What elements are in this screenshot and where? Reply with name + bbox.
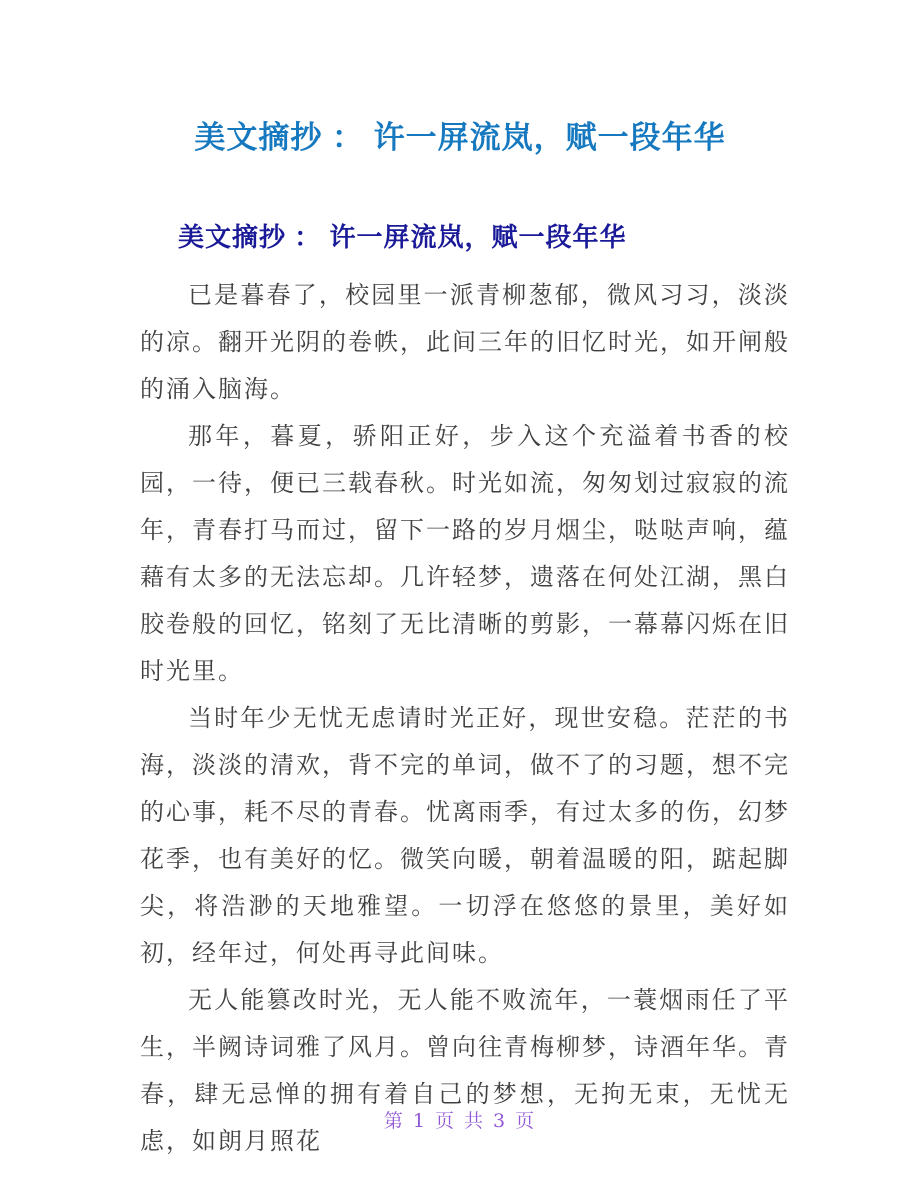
page-number-footer: 第 1 页 共 3 页 <box>383 1110 537 1132</box>
paragraph: 那年，暮夏，骄阳正好，步入这个充溢着书香的校园，一待，便已三载春秋。时光如流，匆匆划过寂寂的流年，青春打马而过，留下一路的岁月烟尘，哒哒声响，蕴藉有太多的无法忘却。几许轻梦，遗落在何处江湖，黑白胶卷般的回忆，铭刻了无比清晰的剪影，一幕幕闪烁在旧时光里。 <box>140 422 790 685</box>
paragraph: 已是暮春了，校园里一派青柳葱郁，微风习习，淡淡的凉。翻开光阴的卷帙，此间三年的旧忆时光，如开闸般的涌入脑海。 <box>140 281 790 403</box>
document-title: 美文摘抄 ： 许一屏流岚，赋一段年华 <box>194 120 726 155</box>
paragraph: 无人能篡改时光，无人能不败流年，一蓑烟雨任了平生，半阙诗词雅了风月。曾向往青梅柳梦，诗酒年华。青春，肆无忌惮的拥有着自己的梦想，无拘无束，无忧无虑，如朗月照花 <box>140 986 790 1155</box>
document-body <box>140 272 790 1165</box>
paragraph: 当时年少无忧无虑请时光正好，现世安稳。茫茫的书海，淡淡的清欢，背不完的单词，做不了的习题，想不完的心事，耗不尽的青春。忧离雨季，有过太多的伤，幻梦花季，也有美好的忆。微笑向暖，朝着温暖的阳，踮起脚尖，将浩渺的天地雅望。一切浮在悠悠的景里，美好如初，经年过，何处再寻此间味。 <box>140 704 790 967</box>
section-heading: 美文摘抄 ： 许一屏流岚，赋一段年华 <box>178 222 627 252</box>
